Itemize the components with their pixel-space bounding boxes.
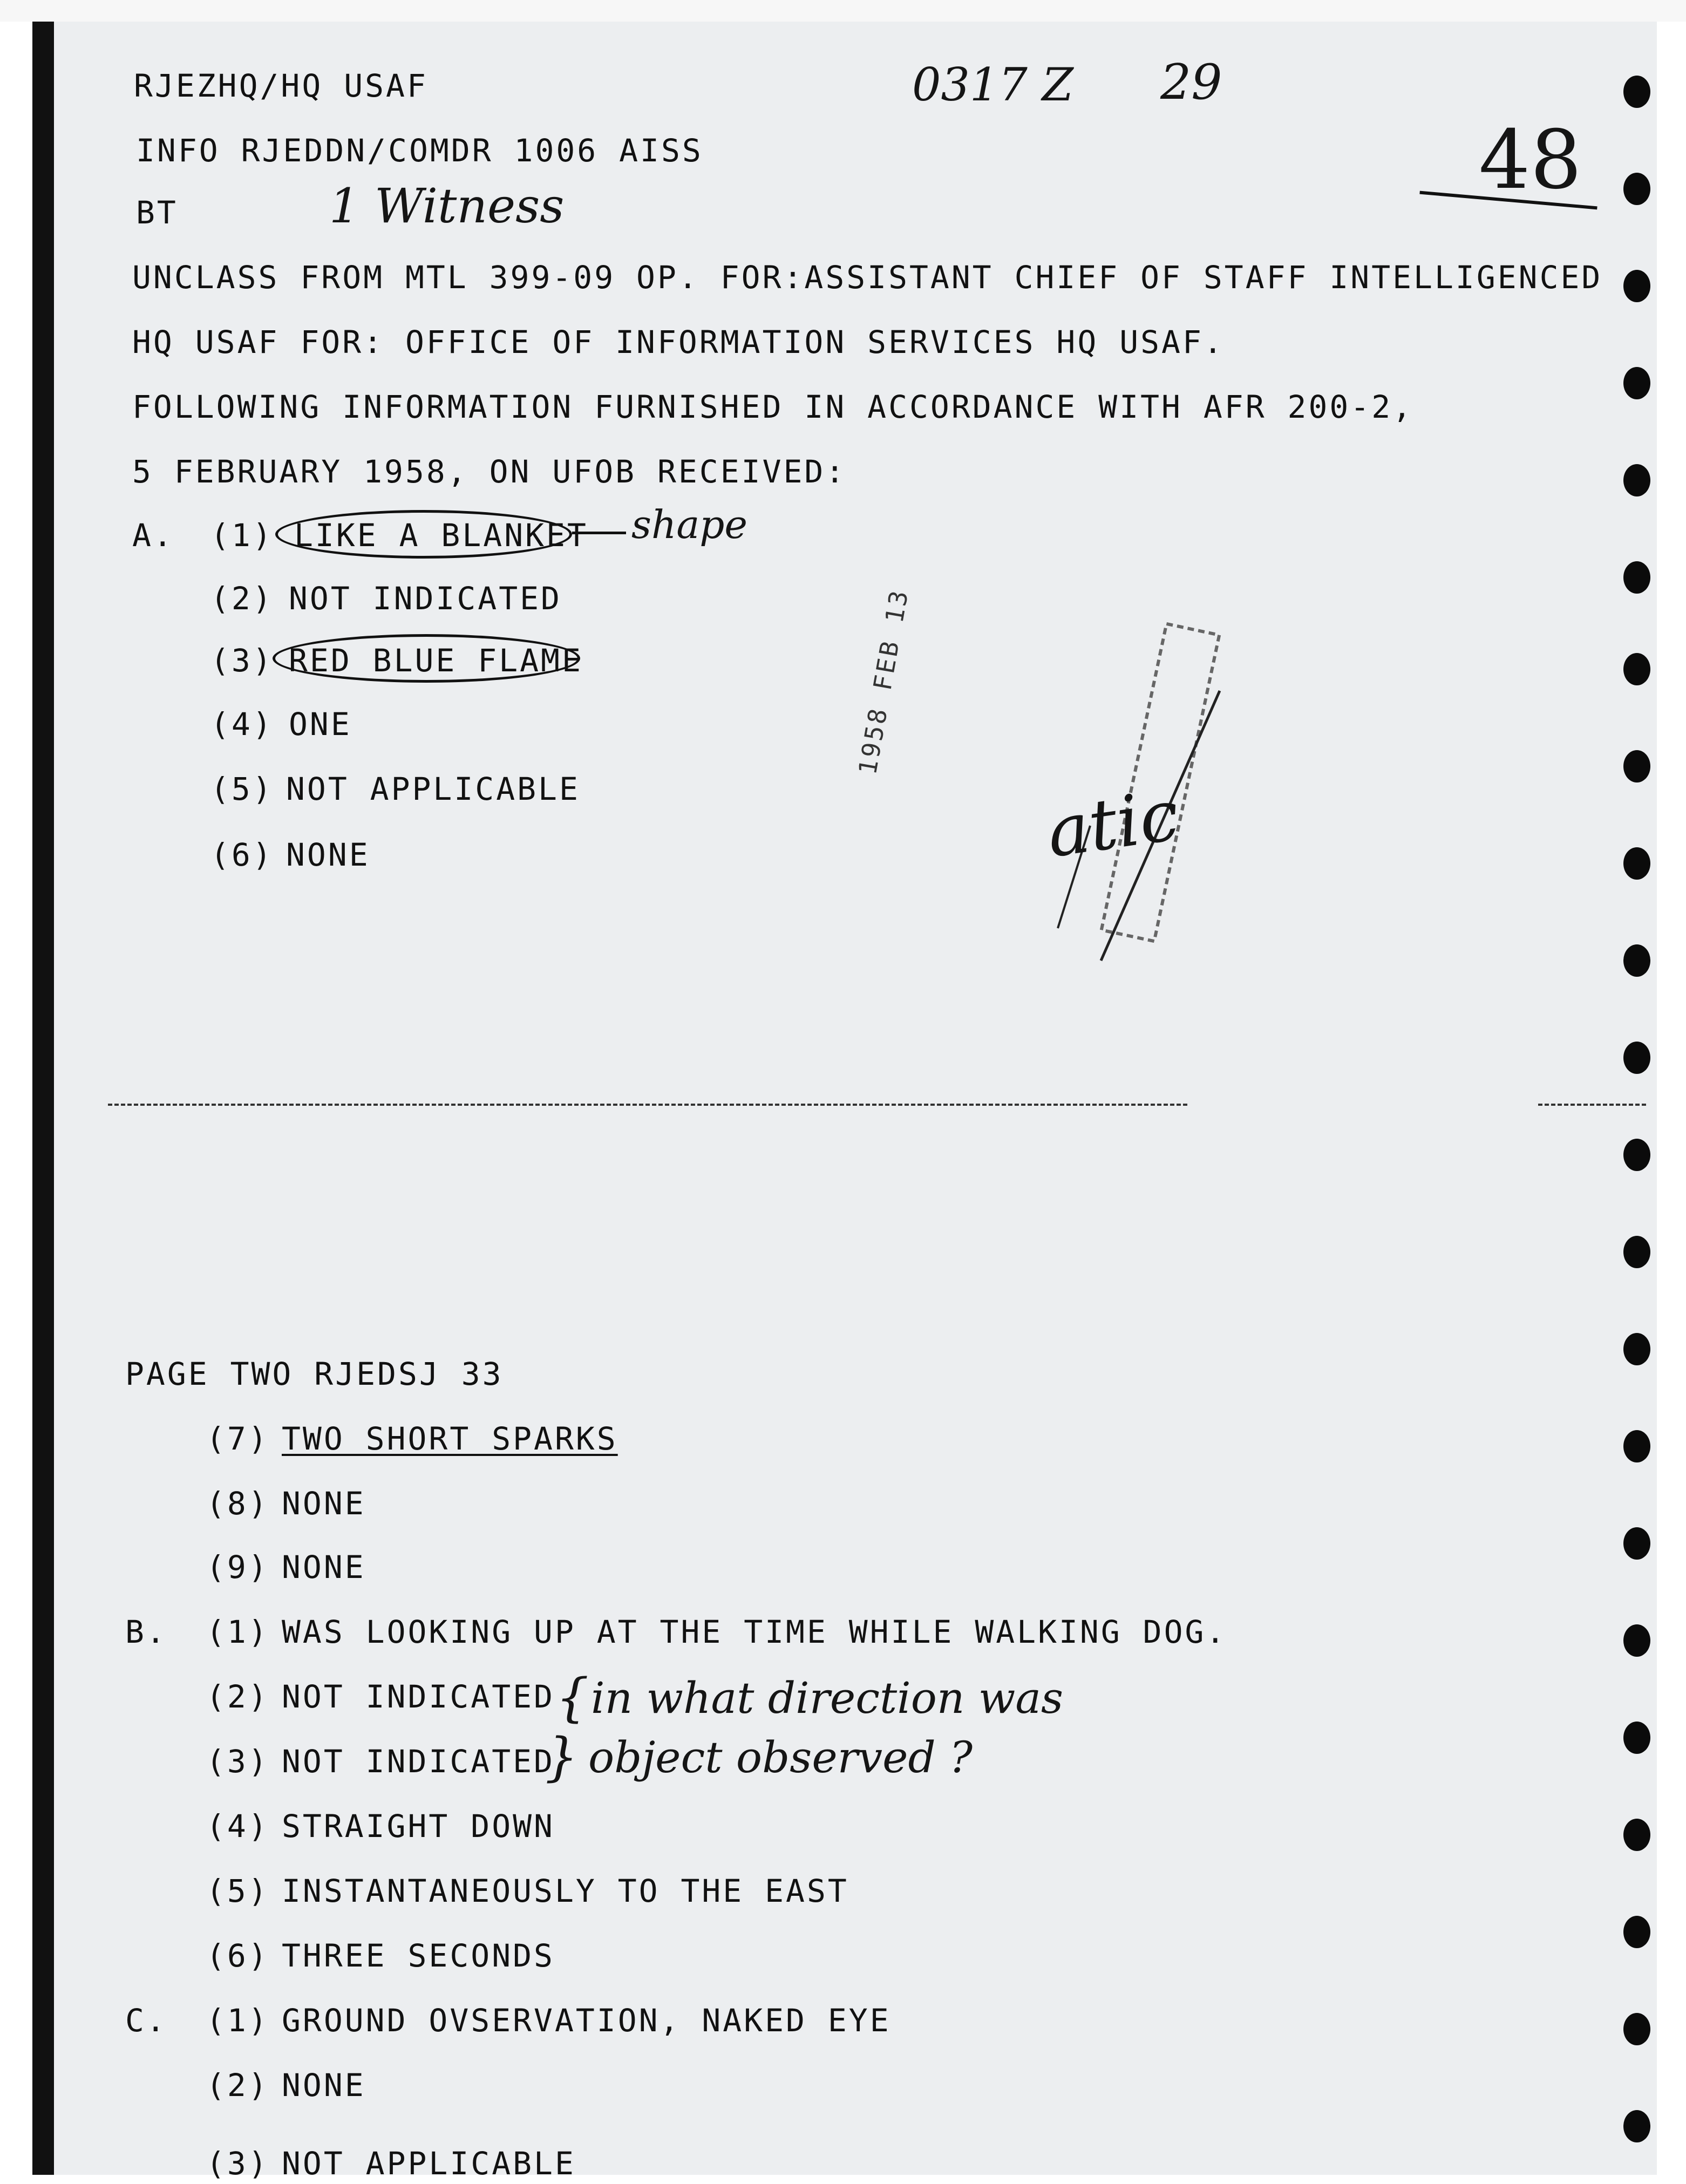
feed-hole <box>1623 464 1650 496</box>
feed-hole <box>1623 270 1650 302</box>
a-item-6-num: (6) <box>210 836 274 873</box>
feed-hole <box>1623 1624 1650 1657</box>
feed-hole <box>1623 173 1650 205</box>
page-break-line-right <box>1538 1104 1646 1106</box>
a-item-4-text: ONE <box>289 706 352 743</box>
a-item-1-num: (1) <box>210 517 274 554</box>
a-item-6-text: NONE <box>286 836 370 873</box>
feed-hole <box>1623 1527 1650 1560</box>
page-two-header: PAGE TWO RJEDSJ 33 <box>125 1356 504 1392</box>
b-item-6-text: THREE SECONDS <box>282 1937 555 1974</box>
routing-line: RJEZHQ/HQ USAF <box>134 67 428 104</box>
a-item-5-text: NOT APPLICABLE <box>286 771 580 807</box>
a-item-1-circle <box>275 510 572 559</box>
b-item-4-num: (4) <box>206 1808 269 1845</box>
feed-hole <box>1623 1042 1650 1074</box>
feed-hole <box>1623 1139 1650 1171</box>
p2-item-8-num: (8) <box>206 1485 269 1522</box>
atic-handwritten: atic <box>1042 773 1184 874</box>
c-item-3-num: (3) <box>206 2145 269 2182</box>
b-note-line-1: in what direction was <box>591 1673 1064 1723</box>
section-b-letter: B. <box>125 1614 167 1650</box>
b-note-brace-top: { <box>556 1668 589 1728</box>
body-line-3: FOLLOWING INFORMATION FURNISHED IN ACCORDANCE WITH AFR 200-2, <box>132 389 1414 425</box>
c-item-3-text: NOT APPLICABLE <box>282 2145 576 2182</box>
a-item-2-text: NOT INDICATED <box>289 580 562 617</box>
c-item-2-text: NONE <box>282 2067 366 2104</box>
stamp-date: 1958 FEB 13 <box>853 586 914 777</box>
b-note-brace-bottom: } <box>545 1727 579 1787</box>
a-item-1-text: LIKE A BLANKET <box>294 517 588 554</box>
feed-hole <box>1623 1333 1650 1365</box>
feed-hole <box>1623 1236 1650 1268</box>
c-item-2-num: (2) <box>206 2067 269 2104</box>
time-code-handwritten: 0317 Z <box>912 58 1073 111</box>
body-line-1: UNCLASS FROM MTL 399-09 OP. FOR:ASSISTANT CHIEF OF STAFF INTELLIGENCED <box>132 259 1603 296</box>
feed-hole <box>1623 561 1650 594</box>
feed-hole <box>1623 2110 1650 2142</box>
section-a-letter: A. <box>132 517 174 554</box>
feed-hole <box>1623 944 1650 977</box>
a-item-3-circle <box>273 634 580 683</box>
b-item-3-num: (3) <box>206 1743 269 1780</box>
p2-item-7-text: TWO SHORT SPARKS <box>282 1420 618 1457</box>
b-item-3-text: NOT INDICATED <box>282 1743 555 1780</box>
page-number-handwritten: 48 <box>1479 113 1582 207</box>
top-edge <box>0 0 1686 22</box>
p2-item-9-text: NONE <box>282 1549 366 1586</box>
feed-hole <box>1623 1916 1650 1948</box>
shape-arrow <box>572 532 626 534</box>
witness-note-handwritten: 1 Witness <box>329 178 565 234</box>
b-item-2-num: (2) <box>206 1678 269 1715</box>
feed-hole <box>1623 847 1650 880</box>
a-item-3-num: (3) <box>210 642 274 679</box>
day-handwritten: 29 <box>1160 54 1222 111</box>
page-break-line <box>108 1104 1187 1106</box>
body-line-2: HQ USAF FOR: OFFICE OF INFORMATION SERVICES HQ USAF. <box>132 324 1225 360</box>
section-c-letter: C. <box>125 2002 167 2039</box>
c-item-1-num: (1) <box>206 2002 269 2039</box>
feed-hole <box>1623 1819 1650 1851</box>
feed-hole <box>1623 367 1650 399</box>
p2-item-7-num: (7) <box>206 1420 269 1457</box>
b-item-6-num: (6) <box>206 1937 269 1974</box>
b-item-4-text: STRAIGHT DOWN <box>282 1808 555 1845</box>
feed-hole <box>1623 750 1650 783</box>
a-item-5-num: (5) <box>210 771 274 807</box>
c-item-1-text: GROUND OVSERVATION, NAKED EYE <box>282 2002 891 2039</box>
p2-item-9-num: (9) <box>206 1549 269 1586</box>
body-line-4: 5 FEBRUARY 1958, ON UFOB RECEIVED: <box>132 453 847 490</box>
a-item-2-num: (2) <box>210 580 274 617</box>
a-item-3-text: RED BLUE FLAME <box>289 642 583 679</box>
received-stamp <box>853 586 1241 998</box>
b-item-1-num: (1) <box>206 1614 269 1650</box>
bt-line: BT <box>136 194 178 231</box>
b-item-5-num: (5) <box>206 1873 269 1909</box>
shape-note-handwritten: shape <box>631 502 747 547</box>
b-item-2-text: NOT INDICATED <box>282 1678 555 1715</box>
feed-hole <box>1623 1430 1650 1462</box>
info-line: INFO RJEDDN/COMDR 1006 AISS <box>136 132 703 169</box>
b-item-5-text: INSTANTANEOUSLY TO THE EAST <box>282 1873 849 1909</box>
a-item-4-num: (4) <box>210 706 274 743</box>
feed-hole <box>1623 2013 1650 2045</box>
b-note-line-2: object observed ? <box>588 1732 973 1782</box>
b-item-1-text: WAS LOOKING UP AT THE TIME WHILE WALKING DOG. <box>282 1614 1227 1650</box>
feed-hole <box>1623 653 1650 685</box>
feed-hole <box>1623 1722 1650 1754</box>
feed-hole <box>1623 76 1650 108</box>
p2-item-8-text: NONE <box>282 1485 366 1522</box>
